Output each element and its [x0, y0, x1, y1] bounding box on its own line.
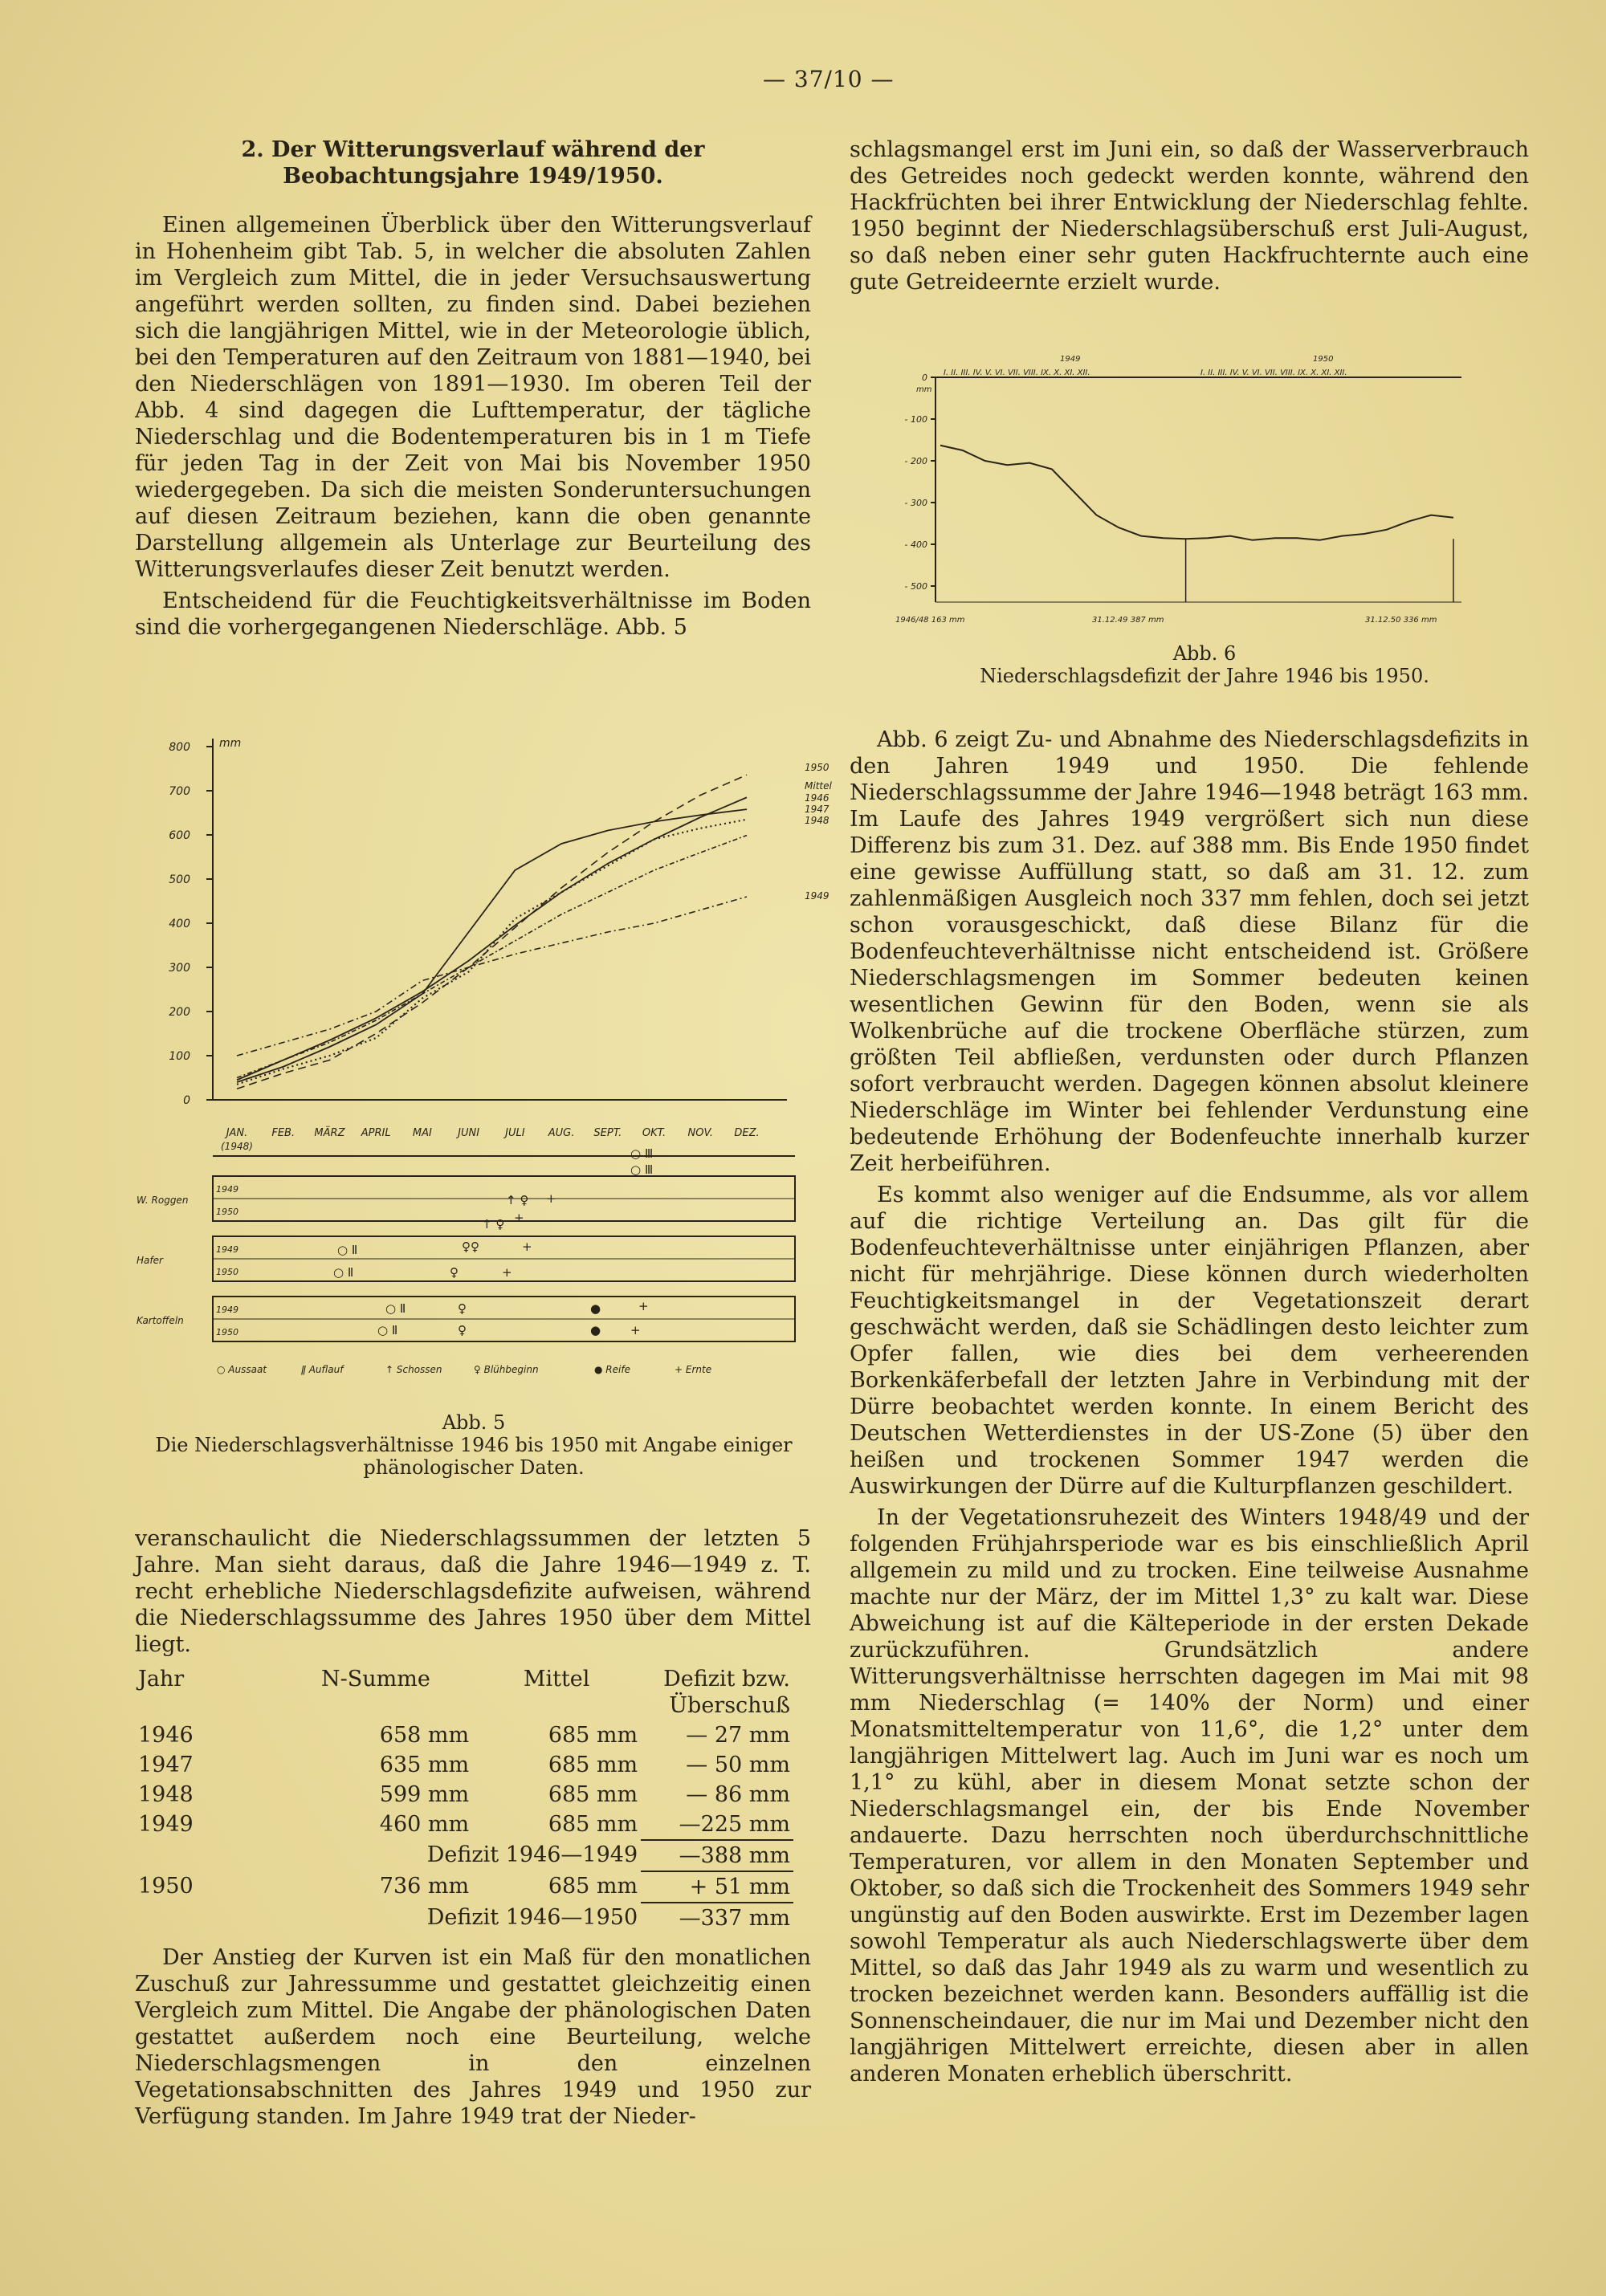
- table-cell: 599 mm: [379, 1782, 470, 1807]
- fig5-y-tick-label: 500: [169, 873, 190, 886]
- table-cell: — 27 mm: [686, 1723, 790, 1748]
- subtotal-label: Defizit 1946—1950: [426, 1905, 638, 1930]
- series-line-1950: [237, 775, 747, 1089]
- paragraph-overview: Einen allgemeinen Überblick über den Witterungsverlauf in Hohenheim gibt Tab. 5, in welcher die absoluten Zahlen im Vergleich zum Mittel, die in jeder Versuchsauswertung angeführt werden sollten, zu finden sind. Dabei beziehen sich die langjährigen Mittel, wie in der Meteorologie üblich, bei den Temperaturen auf den Zeitraum von 1881—1940, bei den Niederschlägen von 1891—1930. Im oberen Teil der Abb. 4 sind dagegen die Lufttemperatur, der tägliche Niederschlag und die Bodentemperaturen bis in 1 m Tiefe für jeden Tag in der Zeit von Mai bis November 1950 wiedergegeben. Da sich die meisten Sonderuntersuchungen auf diesen Zeitraum beziehen, kann die oben genannte Darstellung allgemein als Unterlage zur Beurteilung des Witterungsverlaufes dieser Zeit benutzt werden.: [135, 213, 811, 582]
- fig5-legend-label: Mittel: [805, 780, 832, 792]
- phen-symbol: ♀: [458, 1301, 467, 1316]
- fig5-y-tick-label: 400: [169, 918, 190, 930]
- series-line-mittel: [237, 797, 747, 1080]
- table-cell: 685 mm: [548, 1753, 638, 1777]
- phen-symbol: +: [502, 1265, 512, 1280]
- phen-symbol: ♀: [450, 1265, 459, 1280]
- fig5-y-tick-label: 800: [169, 741, 190, 754]
- fig5-x-tick-label: APRIL: [361, 1127, 391, 1139]
- paragraph-niederschlagsmangel: schlagsmangel erst im Juni ein, so daß der Wasserverbrauch des Getreides noch gedeckt werden konnte, während den Hackfrüchten bei ihrer Entwicklung der Niederschlag fehlte. 1950 beginnt der Niederschlagsüberschuß erst Juli-August, so daß neben einer sehr guten Hackfruchternte auch eine gute Getreideernte erzielt wurde.: [850, 137, 1529, 295]
- table-header: Mittel: [523, 1667, 590, 1691]
- fig6-bottom-label: 31.12.50 336 mm: [1365, 616, 1437, 625]
- series-line-1949: [237, 897, 747, 1056]
- phen-symbol: +: [546, 1191, 556, 1206]
- table-row: [135, 1810, 793, 1840]
- table-row: [135, 1720, 793, 1750]
- phen-symbol: ○ Ⅲ: [630, 1162, 654, 1177]
- phen-symbol: ↑ ♀: [482, 1217, 505, 1231]
- fig5-chart: [128, 731, 832, 1389]
- right-column-top: [850, 136, 1529, 300]
- fig6-bottom-label: 31.12.49 387 mm: [1092, 616, 1164, 625]
- paragraph-veranschaulicht: veranschaulicht die Niederschlagssummen der letzten 5 Jahre. Man sieht daraus, daß die Jahre 1946—1949 z. T. recht erhebliche Niederschlagsdefizite aufweisen, während die Niederschlagssumme des Jahres 1950 über dem Mittel liegt.: [135, 1526, 811, 1657]
- left-column-bottom: [135, 1525, 811, 2135]
- phen-symbol: +: [514, 1211, 524, 1225]
- subtotal-label: Defizit 1946—1949: [426, 1842, 638, 1867]
- fig5-x-tick-label: JAN.: [226, 1127, 248, 1139]
- series-line-defizit: [940, 446, 1453, 540]
- table-cell: 460 mm: [379, 1812, 470, 1837]
- subtotal-value: —337 mm: [679, 1906, 790, 1931]
- table-cell: 685 mm: [548, 1812, 638, 1837]
- fig6-y-tick-label: 0: [922, 372, 927, 383]
- phen-symbol: ○ Ⅱ: [385, 1301, 406, 1316]
- phen-legend-item: + Ernte: [675, 1364, 712, 1375]
- phen-symbol: ↑ ♀: [506, 1193, 529, 1207]
- fig5-y-tick-label: 0: [183, 1094, 190, 1107]
- phen-symbol: ●: [590, 1323, 601, 1337]
- fig5-x-tick-label: AUG.: [548, 1127, 575, 1139]
- deficit-table: [135, 1664, 793, 1933]
- fig5-x-tick-label: JULI: [505, 1127, 525, 1139]
- fig5-caption-block: [128, 1411, 819, 1479]
- phen-legend-item: ǁ Auflauf: [301, 1364, 344, 1375]
- phen-year-label: 1950: [216, 1327, 238, 1337]
- fig6-chart: [891, 345, 1518, 634]
- phen-legend-item: ♀ Blühbeginn: [474, 1364, 539, 1375]
- figure-6: [891, 345, 1518, 698]
- fig6-y-tick-label: - 200: [904, 456, 927, 466]
- fig5-y-tick-label: 300: [169, 962, 190, 975]
- phen-symbol: ○ Ⅱ: [337, 1243, 358, 1257]
- fig6-y-tick-label: - 300: [904, 498, 927, 508]
- table-cell: 685 mm: [548, 1782, 638, 1807]
- table-cell: 635 mm: [379, 1753, 470, 1777]
- fig6-abb-label: Abb. 6: [1172, 642, 1237, 665]
- phen-symbol: ♀: [458, 1323, 467, 1337]
- section-heading: 2. Der Witterungsverlauf während der Beobachtungsjahre 1949/1950.: [241, 137, 705, 189]
- table-cell: — 50 mm: [686, 1753, 790, 1777]
- phen-symbol: ○ Ⅱ: [333, 1265, 354, 1280]
- fig5-caption: Die Niederschlagsverhältnisse 1946 bis 1950 mit Angabe einiger phänologischer Daten.: [155, 1434, 793, 1479]
- phen-legend-item: ○ Aussaat: [217, 1364, 267, 1375]
- fig6-year-label: 1950: [1313, 355, 1334, 364]
- table-cell: 1949: [138, 1812, 194, 1837]
- phen-legend-item: ↑ Schossen: [385, 1364, 442, 1375]
- phen-crop-label: Kartoffeln: [137, 1315, 184, 1326]
- fig6-month-axis: I. II. III. IV. V. VI. VII. VIII. IX. X. XI. XII.: [944, 368, 1090, 377]
- series-line-1948: [237, 836, 747, 1078]
- fig5-unit-label: mm: [219, 737, 242, 750]
- paragraph-anstieg: Der Anstieg der Kurven ist ein Maß für den monatlichen Zuschuß zur Jahressumme und gestattet gleichzeitig einen Vergleich zum Mittel. Die Angabe der phänologischen Daten gestattet außerdem noch eine Beurteilung, welche Niederschlagsmengen in den einzelnen Vegetationsabschnitten des Jahres 1949 und 1950 zur Verfügung standen. Im Jahre 1949 trat der Nieder-: [135, 1945, 811, 2129]
- fig6-y-tick-label: - 500: [904, 581, 927, 592]
- phen-year-label: 1949: [216, 1184, 238, 1195]
- phen-year-label: (1948): [221, 1141, 253, 1152]
- fig5-x-tick-label: SEPT.: [593, 1127, 622, 1139]
- paragraph-winter: In der Vegetationsruhezeit des Winters 1948/49 und der folgenden Frühjahrsperiode war es bis einschließlich April allgemein zu mild und zu trocken. Eine teilweise Ausnahme machte nur der März, der im Mittel 1,3° zu kalt war. Diese Abweichung ist auf die Kälteperiode in der ersten Dekade zurückzuführen. Grundsätzlich andere Witterungsverhältnisse herrschten dagegen im Mai mit 98 mm Niederschlag (= 140% der Norm) und einer Monatsmitteltemperatur von 11,6°, die 1,2° unter dem langjährigen Mittelwert lag. Auch im Juni war es noch um 1,1° zu kühl, aber in diesem Monat setzte schon der Niederschlagsmangel ein, der bis Ende November andauerte. Dazu herrschten noch überdurchschnittliche Temperaturen, vor allem in den Monaten September und Oktober, so daß sich die Trockenheit des Sommers 1949 sehr ungünstig auf den Boden auswirkte. Erst im Dezember lagen sowohl Temperatur als auch Niederschlagswerte über dem Mittel, so daß das Jahr 1949 als zu warm und wesentlich zu trocken bezeichnet werden kann. Besonders auffällig ist die Sonnenscheindauer, die nur im Mai und Dezember nicht den langjährigen Mittelwert erreichte, diesen aber in allen anderen Monaten erheblich überschritt.: [850, 1505, 1529, 2086]
- table-cell: + 51 mm: [641, 1871, 793, 1903]
- phen-year-label: 1950: [216, 1267, 238, 1277]
- phen-crop-label: Hafer: [137, 1255, 163, 1266]
- phen-year-label: 1949: [216, 1305, 238, 1315]
- series-line-1946: [237, 809, 747, 1082]
- fig5-legend-label: 1948: [805, 815, 829, 826]
- fig5-legend-label: 1949: [805, 890, 829, 902]
- table-subtotal-row: [135, 1840, 793, 1871]
- table-header: Jahr: [138, 1667, 185, 1691]
- paragraph-abb6: Abb. 6 zeigt Zu- und Abnahme des Niederschlagsdefizits in den Jahren 1949 und 1950. Die fehlende Niederschlagssumme der Jahre 1946—1948 beträgt 163 mm. Im Laufe des Jahres 1949 vergrößert sich nun diese Differenz bis zum 31. Dez. auf 388 mm. Bis Ende 1950 findet eine gewisse Auffüllung statt, so daß am 31. 12. zum zahlenmäßigen Ausgleich noch 337 mm fehlen, doch sei jetzt schon vorausgeschickt, daß diese Bilanz für die Bodenfeuchteverhältnisse nicht entscheidend ist. Größere Niederschlagsmengen im Sommer bedeuten keinen wesentlichen Gewinn für den Boden, wenn sie als Wolkenbrüche auf die trockene Oberfläche stürzen, zum größten Teil abfließen, verdunsten oder durch Pflanzen sofort verbraucht werden. Dagegen können absolut kleinere Niederschläge im Winter bei fehlender Verdunstung eine bedeutende Erhöhung der Bodenfeuchte innerhalb kurzer Zeit herbeiführen.: [850, 727, 1529, 1176]
- fig5-legend-label: 1947: [805, 804, 829, 815]
- table-cell: 685 mm: [548, 1874, 638, 1899]
- right-column-bottom: [850, 727, 1529, 2092]
- fig5-y-tick-label: 600: [169, 829, 190, 842]
- fig5-x-tick-label: NOV.: [687, 1127, 714, 1139]
- fig5-abb-label: Abb. 5: [442, 1411, 506, 1434]
- paragraph-feuchtigkeit: Entscheidend für die Feuchtigkeitsverhältnisse im Boden sind die vorhergegangenen Niederschläge. Abb. 5: [135, 588, 811, 640]
- phen-crop-label: W. Roggen: [137, 1195, 189, 1206]
- table-cell: —225 mm: [641, 1810, 793, 1840]
- fig5-x-tick-label: OKT.: [642, 1127, 666, 1139]
- page-number: — 37/10 —: [763, 66, 895, 92]
- phen-symbol: ●: [590, 1301, 601, 1316]
- fig5-legend-label: 1946: [805, 792, 829, 804]
- phen-symbol: ○ Ⅲ: [630, 1146, 654, 1161]
- table-row: [135, 1780, 793, 1810]
- phen-legend-item: ● Reife: [594, 1364, 630, 1375]
- table-cell: 1948: [138, 1782, 194, 1807]
- figure-5: [128, 731, 832, 1485]
- table-cell: 1946: [138, 1723, 194, 1748]
- fig5-y-tick-label: 200: [169, 1006, 190, 1019]
- fig6-y-tick-label: - 100: [904, 414, 927, 425]
- table-cell: 1950: [138, 1874, 194, 1899]
- phen-year-label: 1950: [216, 1207, 238, 1217]
- phen-symbol: +: [638, 1299, 649, 1313]
- table-row: [135, 1750, 793, 1780]
- table-row: [135, 1871, 793, 1903]
- table-cell: 1947: [138, 1753, 194, 1777]
- fig6-y-tick-label: - 400: [904, 539, 927, 550]
- fig6-month-axis: I. II. III. IV. V. VI. VII. VIII. IX. X. XI. XII.: [1200, 368, 1347, 377]
- fig5-y-tick-label: 100: [169, 1050, 190, 1063]
- table-header: Defizit bzw. Überschuß: [663, 1667, 790, 1718]
- fig6-unit-label: mm: [916, 385, 932, 394]
- fig6-bottom-label: 1946/48 163 mm: [895, 616, 965, 625]
- paragraph-endsumme: Es kommt also weniger auf die Endsumme, als vor allem auf die richtige Verteilung an. Das gilt für die Bodenfeuchteverhältnisse unter einjährigen Pflanzen, aber nicht für mehrjährige. Diese können durch wiederholten Feuchtigkeitsmangel in der Vegetationszeit derart geschwächt werden, daß sie Schädlingen desto leichter zum Opfer fallen, wie dies bei dem verheerenden Borkenkäferbefall der letzten Jahre in Verbindung mit der Dürre beobachtet werden konnte. In einem Bericht des Deutschen Wetterdienstes in der US-Zone (5) über den heißen und trockenen Sommer 1947 werden die Auswirkungen der Dürre auf die Kulturpflanzen geschildert.: [850, 1183, 1529, 1499]
- fig5-x-tick-label: FEB.: [271, 1127, 296, 1139]
- series-line-1947: [237, 820, 747, 1085]
- table-subtotal-row: [135, 1903, 793, 1933]
- phen-symbol: ♀♀: [462, 1240, 479, 1254]
- fig5-y-tick-label: 700: [169, 785, 190, 798]
- phen-symbol: +: [522, 1240, 532, 1254]
- fig6-caption: Niederschlagsdefizit der Jahre 1946 bis 1950.: [980, 665, 1429, 687]
- table-header: N-Summe: [321, 1667, 430, 1691]
- left-column-top: [135, 136, 811, 645]
- fig5-x-tick-label: JUNI: [458, 1127, 480, 1139]
- table-cell: 658 mm: [379, 1723, 470, 1748]
- fig5-x-tick-label: DEZ.: [734, 1127, 760, 1139]
- fig5-x-tick-label: MÄRZ: [314, 1127, 345, 1139]
- fig5-legend-label: 1950: [805, 762, 829, 773]
- table-cell: 736 mm: [379, 1874, 470, 1899]
- fig6-caption-block: [891, 642, 1518, 687]
- table-header-row: [135, 1664, 793, 1720]
- phen-symbol: +: [630, 1323, 641, 1337]
- fig5-x-tick-label: MAI: [412, 1127, 432, 1139]
- phen-symbol: ○ Ⅱ: [377, 1323, 398, 1337]
- fig6-year-label: 1949: [1060, 355, 1081, 364]
- phen-year-label: 1949: [216, 1244, 238, 1255]
- subtotal-value: —388 mm: [641, 1840, 793, 1871]
- table-cell: 685 mm: [548, 1723, 638, 1748]
- table-cell: — 86 mm: [686, 1782, 790, 1807]
